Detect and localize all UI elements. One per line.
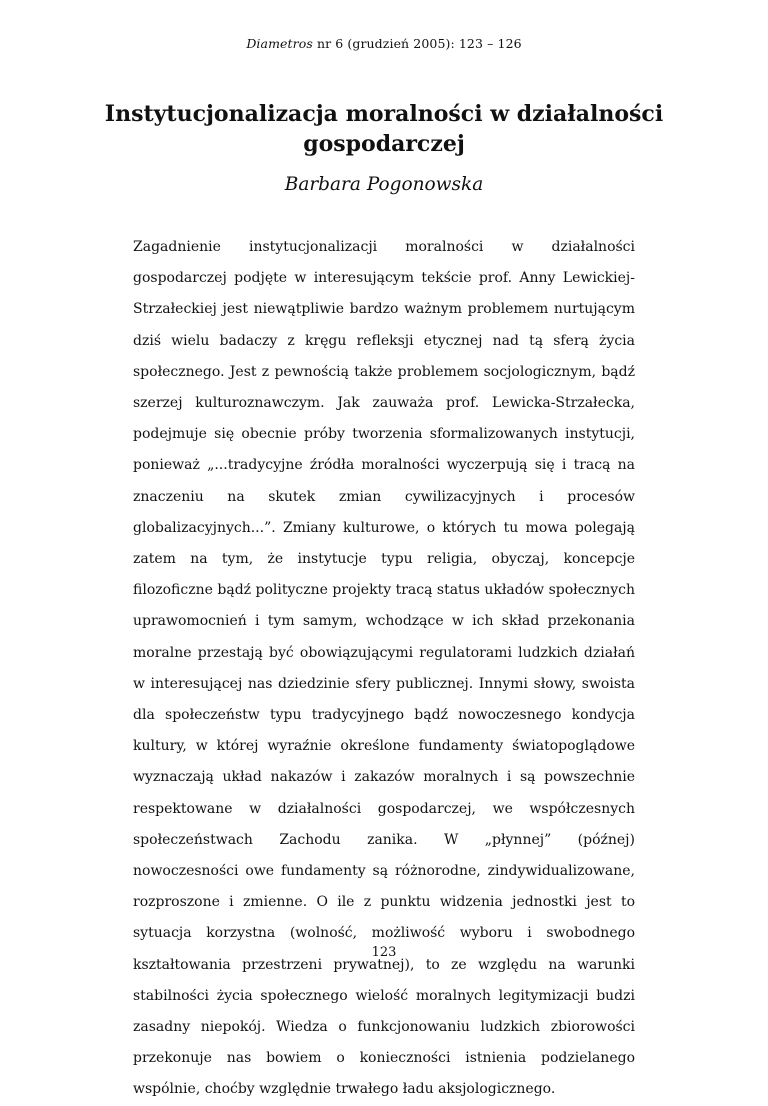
article-title: Instytucjonalizacja moralności w działalności gospodarczej: [104, 101, 664, 157]
running-header: [0, 36, 768, 51]
issue-details: nr 6 (grudzień 2005): 123 – 126: [312, 36, 522, 51]
page-number: 123: [371, 945, 397, 960]
article-author: Barbara Pogonowska: [284, 174, 484, 195]
body-paragraph: Zagadnienie instytucjonalizacji moralności w działalności gospodarczej podjęte w interesującym tekście prof. Anny Lewickiej-Strzałeckiej jest niewątpliwie bardzo ważnym problemem nurtującym dziś wielu badaczy z kręgu refleksji etycznej nad tą sferą życia społecznego. Jest z pewnością także problemem socjologicznym, bądź szerzej kulturoznawczym. Jak zauważa prof. Lewicka-Strzałecka, podejmuje się obecnie próby tworzenia sformalizowanych instytucji, ponieważ „...tradycyjne źródła moralności wyczerpują się i tracą na znaczeniu na skutek zmian cywilizacyjnych i procesów globalizacyjnych...”. Zmiany kulturowe, o których tu mowa polegają zatem na tym, że instytucje typu religia, obyczaj, koncepcje filozoficzne bądź polityczne projekty tracą status układów społecznych uprawomocnień i tym samym, wchodzące w ich skład przekonania moralne przestają być obowiązującymi regulatorami ludzkich działań w interesującej nas dziedzinie sfery publicznej. Innymi słowy, swoista dla społeczeństw typu tradycyjnego bądź nowoczesnego kondycja kultury, w której wyraźnie określone fundamenty światopoglądowe wyznaczają układ nakazów i zakazów moralnych i są powszechnie respektowane w działalności gospodarczej, we współczesnych społeczeństwach Zachodu zanika. W „płynnej” (późnej) nowoczesności owe fundamenty są różnorodne, zindywidualizowane, rozproszone i zmienne. O ile z punktu widzenia jednostki jest to sytuacja korzystna (wolność, możliwość wyboru i swobodnego kształtowania przestrzeni prywatnej), to ze względu na warunki stabilności życia społecznego wielość moralnych legitymizacji budzi zasadny niepokój. Wiedza o funkcjonowaniu ludzkich zbiorowości przekonuje nas bowiem o konieczności istnienia podzielanego wspólnie, choćby względnie trwałego ładu aksjologicznego.: [133, 239, 635, 1098]
journal-name: Diametros: [246, 36, 313, 51]
